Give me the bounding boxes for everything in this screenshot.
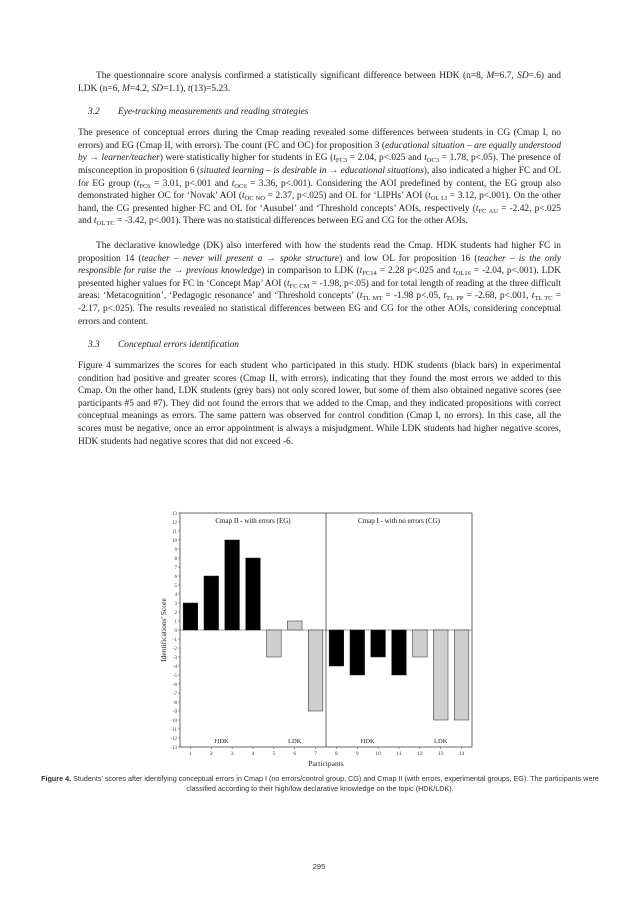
x-tick-label: 4 bbox=[251, 751, 255, 757]
y-tick-label: -10 bbox=[170, 718, 177, 724]
bar bbox=[267, 630, 282, 657]
x-tick-label: 10 bbox=[375, 751, 381, 757]
section-heading-3-3 bbox=[88, 340, 561, 350]
group-label: HDK bbox=[214, 738, 229, 745]
figure-caption bbox=[40, 774, 600, 794]
y-tick-label: -11 bbox=[170, 727, 177, 733]
y-tick-label: 10 bbox=[172, 538, 177, 544]
y-tick-label: -12 bbox=[170, 736, 177, 742]
x-axis-label: Participants bbox=[308, 759, 344, 768]
group-label: LDK bbox=[434, 738, 448, 745]
y-tick-label: 1 bbox=[174, 619, 177, 625]
bar bbox=[371, 630, 386, 657]
bar bbox=[183, 603, 198, 630]
y-tick-label: -7 bbox=[172, 691, 177, 697]
x-tick-label: 2 bbox=[209, 751, 213, 757]
y-tick-label: 2 bbox=[174, 610, 177, 616]
paragraph-questionnaire: The questionnaire score analysis confirmed a statistically significant difference between HDK (n=8, M=6.7, SD=.6) and LDK (n=6, M=4.2, SD=1.1), t(13)=5.23. bbox=[78, 71, 561, 94]
caption-text: Students' scores after identifying conceptual errors in Cmap I (no errors/control group, CG) and Cmap II (with errors, experimental groups, EG). The participants were classified according to their high/low declarative knowledge on the topic (HDK/LDK). bbox=[73, 774, 599, 793]
y-tick-label: -9 bbox=[172, 709, 177, 715]
bar bbox=[329, 630, 344, 666]
y-tick-label: -13 bbox=[170, 745, 177, 751]
paragraph-eye-tracking: The presence of conceptual errors during the Cmap reading revealed some differences between students in CG (Cmap I, no errors) and EG (Cmap II, with errors). The count (FC and OC) for proposition 3 (educational situation – are equally understood by → learner/teacher) were statistically higher for students in EG ($t_{FC3} = 2.04$, p<.025 and $t_{OC3} = 1.78$, p<.05). The presence of misconception in proposition 6 (situated learning – is desirable in → educational situations), also indicated a higher FC and OL for EG group ($t_{FC6} = 3.01$, p<.001 and $t_{OC6} = 3.36$, p<.001). Considering the AOI predefined by content, the EG group also demonstrated higher OC for ‘Novak’ AOI ($t_{OC NO} = 2.37$, p<.025) and OL for ‘LIPHs’ AOI ($t_{OL LI} = 3.12$, p<.001). On the other hand, the CG presented higher FC and OL for ‘Ausubel’ and ‘Threshold concepts’ AOIs, respectively ($t_{FC AU} = -2.42$, p<.025 and $t_{OL TC} = -3.42$, p<.001). There was no statistical differences between EG and CG for the other AOIs. bbox=[78, 128, 562, 228]
y-tick-label: 8 bbox=[174, 556, 177, 562]
caption-label: Figure 4. bbox=[41, 774, 72, 783]
x-tick-label: 6 bbox=[293, 751, 297, 757]
section-number: 3.2 bbox=[88, 107, 100, 118]
y-tick-label: 3 bbox=[174, 601, 177, 607]
bar bbox=[204, 576, 219, 630]
page-body bbox=[78, 70, 561, 448]
y-tick-label: 13 bbox=[172, 511, 177, 517]
y-tick-label: -5 bbox=[172, 673, 177, 679]
y-tick-label: -4 bbox=[172, 664, 177, 670]
y-axis-label: Identifications' Score bbox=[159, 598, 168, 662]
bar bbox=[413, 630, 428, 657]
y-tick-label: 12 bbox=[172, 520, 177, 526]
bar bbox=[433, 630, 448, 720]
panel-title: Cmap I - with no errors (CG) bbox=[357, 517, 441, 525]
x-tick-label: 7 bbox=[314, 751, 317, 757]
x-tick-label: 13 bbox=[437, 751, 444, 757]
x-tick-label: 3 bbox=[230, 751, 234, 757]
y-tick-label: 7 bbox=[174, 565, 177, 571]
x-tick-label: 1 bbox=[189, 751, 192, 757]
section-heading-3-2 bbox=[88, 107, 561, 117]
bar bbox=[225, 540, 240, 630]
y-tick-label: -2 bbox=[172, 646, 177, 652]
bar bbox=[454, 630, 469, 720]
y-tick-label: -3 bbox=[172, 655, 177, 661]
y-tick-label: -8 bbox=[172, 700, 177, 706]
paragraph-declarative-knowledge: The declarative knowledge (DK) also interfered with how the students read the Cmap. HDK students had higher FC in proposition 14 (teacher – never will present a → spoke structure) and low OL for proposition 16 (teacher – is the only responsible for raise the → previous knowledge) in comparison to LDK ($t_{FC14} = 2.28$ p<.025 and $t_{OL16} = -2.04$, p<.001). LDK presented higher values for FC in ‘Concept Map’ AOI ($t_{FC CM} = -1.98$, p<.05) and for total length of reading at the three difficult areas: ‘Metacognition’, ‘Pedagogic resonance’ and ‘Threshold concepts’ ($t_{TL MT} = -1.98$ p<.05, $t_{TL PP} = -2.68$, p<.001, $t_{TL TC} = -2.17$, p<.025). The results revealed no statistical differences between EG and CG for the other AOIs, considering conceptual errors and content. bbox=[78, 240, 561, 327]
section-title: Eye-tracking measurements and reading strategies bbox=[118, 107, 309, 118]
x-tick-label: 12 bbox=[417, 751, 423, 757]
y-tick-label: 6 bbox=[174, 574, 177, 580]
figure-4-bar-chart bbox=[160, 505, 480, 785]
x-tick-label: 11 bbox=[396, 751, 402, 757]
bar bbox=[287, 621, 302, 630]
page-number: 295 bbox=[312, 862, 326, 871]
bar bbox=[350, 630, 365, 675]
group-label: LDK bbox=[288, 738, 302, 745]
section-number: 3.3 bbox=[88, 340, 100, 351]
section-title: Conceptual errors identification bbox=[118, 340, 239, 351]
y-tick-label: 0 bbox=[174, 628, 177, 634]
y-tick-label: 9 bbox=[174, 547, 177, 553]
y-tick-label: 11 bbox=[172, 529, 177, 535]
x-tick-label: 14 bbox=[458, 751, 465, 757]
bar bbox=[246, 558, 261, 630]
x-tick-label: 8 bbox=[335, 751, 338, 757]
y-tick-label: 5 bbox=[174, 583, 177, 589]
y-tick-label: -6 bbox=[172, 682, 177, 688]
panel-title: Cmap II - with errors (EG) bbox=[215, 517, 291, 525]
y-tick-label: 4 bbox=[174, 592, 177, 598]
y-tick-label: -1 bbox=[172, 637, 177, 643]
x-tick-label: 5 bbox=[272, 751, 276, 757]
x-tick-label: 9 bbox=[355, 751, 359, 757]
bar bbox=[392, 630, 407, 675]
group-label: HDK bbox=[360, 738, 375, 745]
paragraph-conceptual-errors: Figure 4 summarizes the scores for each student who participated in this study. HDK students (black bars) in experimental condition had positive and greater scores (Cmap II, with errors), indicating that they found the most errors we added to this Cmap. On the other hand, LDK students (grey bars) not only scored lower, but some of them also obtained negative scores (see participants #5 and #7). They did not found the errors that we added to the Cmap, and they indicated propositions with correct conceptual meanings as errors. The same pattern was observed for control condition (Cmap I, no errors). In this case, all the scores must be negative, once an error appointment is always a misjudgment. While LDK students had higher negative scores, HDK students had negative scores that did not exceed -6. bbox=[78, 361, 561, 447]
bar bbox=[308, 630, 323, 711]
